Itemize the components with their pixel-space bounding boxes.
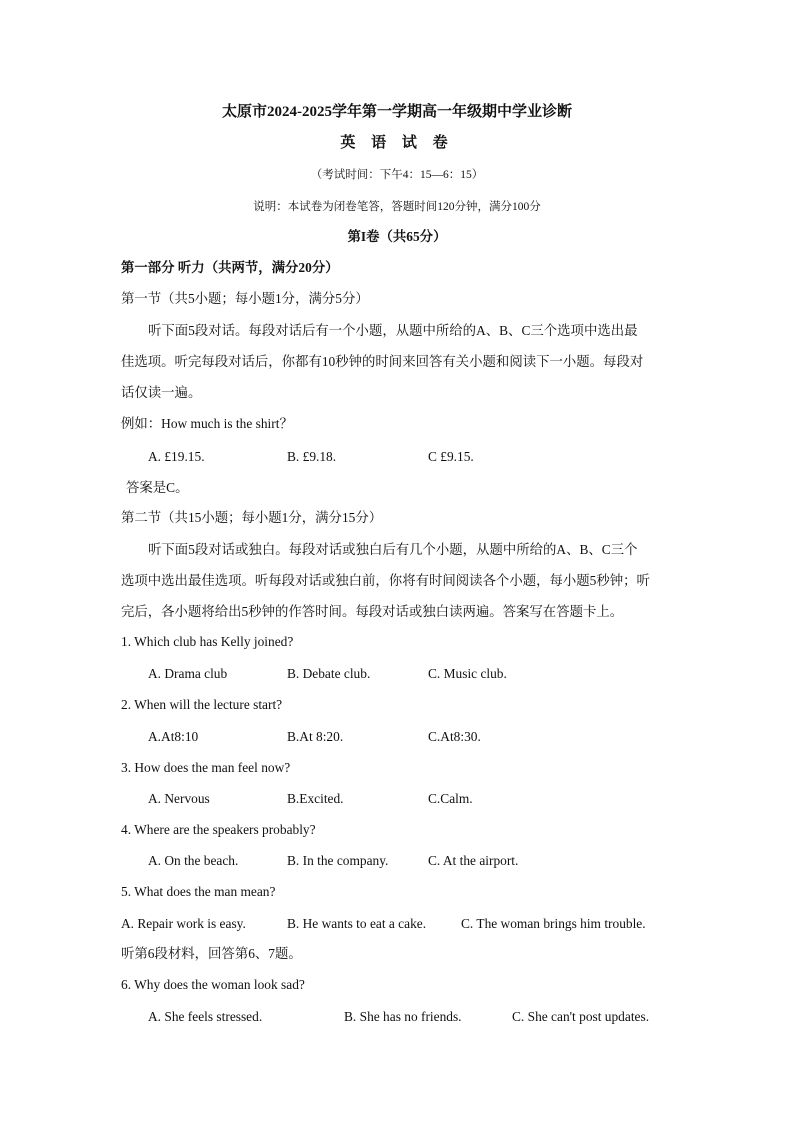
question-1-option-b: B. Debate club.: [287, 666, 371, 681]
question-3-option-a: A. Nervous: [148, 791, 210, 806]
section2-heading: 第二节（共15小题；每小题1分，满分15分）: [121, 510, 383, 525]
question-2: 2. When will the lecture start?: [121, 697, 283, 712]
question-5: 5. What does the man mean?: [121, 884, 276, 899]
example-option-c: C £9.15.: [428, 449, 474, 464]
volume-heading: 第I卷（共65分）: [347, 229, 447, 244]
question-6: 6. Why does the woman look sad?: [121, 977, 305, 992]
section1-heading: 第一节（共5小题；每小题1分，满分5分）: [121, 291, 369, 306]
question-4-option-c: C. At the airport.: [428, 853, 519, 868]
question-1: 1. Which club has Kelly joined?: [121, 634, 294, 649]
question-5-option-c: C. The woman brings him trouble.: [461, 916, 646, 931]
example-question: 例如：How much is the shirt？: [121, 416, 293, 431]
section1-instruction-line: 话仅读一遍。: [121, 385, 202, 400]
material-6-heading: 听第6段材料，回答第6、7题。: [121, 946, 302, 961]
example-option-b: B. £9.18.: [287, 449, 337, 464]
question-6-option-b: B. She has no friends.: [344, 1009, 462, 1024]
question-3-option-c: C.Calm.: [428, 791, 473, 806]
question-2-option-a: A.At8:10: [148, 729, 199, 744]
question-4-option-b: B. In the company.: [287, 853, 389, 868]
exam-time: （考试时间：下午4：15—6：15）: [310, 169, 484, 181]
question-3: 3. How does the man feel now?: [121, 760, 291, 775]
question-5-option-b: B. He wants to eat a cake.: [287, 916, 427, 931]
example-option-a: A. £19.15.: [148, 449, 205, 464]
question-3-option-b: B.Excited.: [287, 791, 344, 806]
question-1-option-a: A. Drama club: [148, 666, 228, 681]
section2-instruction-line: 选项中选出最佳选项。听每段对话或独白前，你将有时间阅读各个小题，每小题5秒钟；听: [121, 573, 650, 588]
part1-heading: 第一部分 听力（共两节，满分20分）: [121, 260, 339, 275]
question-6-option-c: C. She can't post updates.: [512, 1009, 650, 1024]
question-2-option-b: B.At 8:20.: [287, 729, 344, 744]
question-5-option-a: A. Repair work is easy.: [121, 916, 246, 931]
exam-title: 太原市2024-2025学年第一学期高一年级期中学业诊断: [222, 104, 572, 120]
section1-instruction-line: 佳选项。听完每段对话后，你都有10秒钟的时间来回答有关小题和阅读下一小题。每段对: [121, 354, 644, 369]
question-4-option-a: A. On the beach.: [148, 853, 239, 868]
question-6-option-a: A. She feels stressed.: [148, 1009, 263, 1024]
exam-note: 说明：本试卷为闭卷笔答，答题时间120分钟，满分100分: [253, 201, 541, 213]
section2-instruction-line: 完后，各小题将给出5秒钟的作答时间。每段对话或独白读两遍。答案写在答题卡上。: [121, 604, 624, 619]
section1-instruction-line: 听下面5段对话。每段对话后有一个小题，从题中所给的A、B、C三个选项中选出最: [148, 323, 638, 338]
question-2-option-c: C.At8:30.: [428, 729, 481, 744]
question-1-option-c: C. Music club.: [428, 666, 507, 681]
section2-instruction-line: 听下面5段对话或独白。每段对话或独白后有几个小题，从题中所给的A、B、C三个: [148, 542, 638, 557]
question-4: 4. Where are the speakers probably?: [121, 822, 316, 837]
example-answer: 答案是C。: [126, 480, 189, 495]
exam-subtitle: 英 语 试 卷: [340, 135, 454, 151]
